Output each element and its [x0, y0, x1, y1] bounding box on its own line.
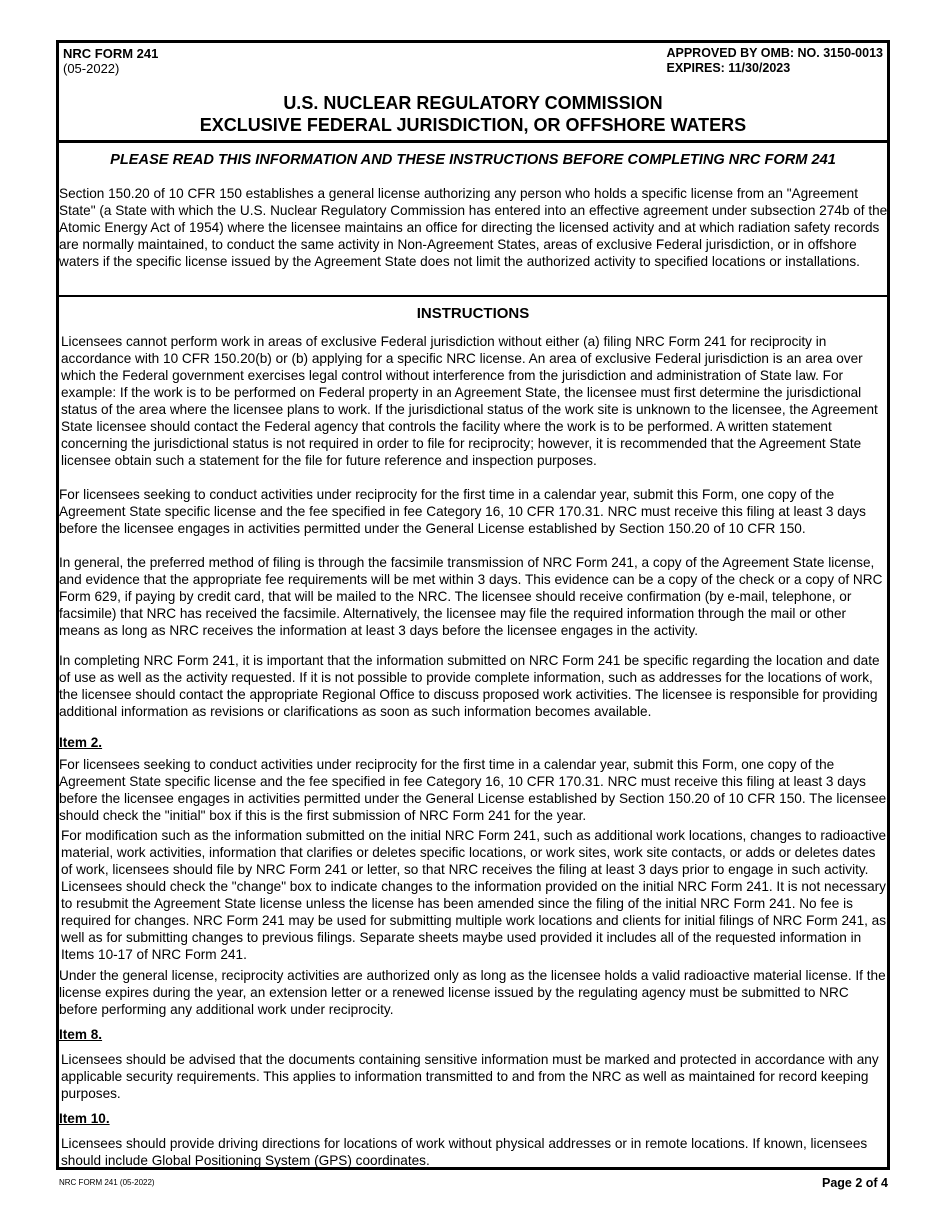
intro-paragraph: Section 150.20 of 10 CFR 150 establishes a general license authorizing any person who holds a specific license from an "Agreement State" (a State with which the U.S. Nuclear Regulatory Commission has entered into an effective agreement under subsection 274b of the Atomic Energy Act of 1954) where the licensee maintains an office for directing the licensed activity and at which radiation safety records are normally maintained, to conduct the same activity in Non-Agreement States, areas of exclusive Federal jurisdiction, or in offshore waters if the specific license issued by the Agreement State does not limit the authorized activity to specified locations or installations. — [59, 186, 888, 269]
omb-approval: APPROVED BY OMB: NO. 3150-0013 — [666, 46, 883, 60]
instructions-paragraph-4: In completing NRC Form 241, it is important that the information submitted on NRC Form 241 be specific regarding the location and date of use as well as the activity requested. If it is not possible to provide complete information, such as addresses for the locations of work, the licensee should contact the appropriate Regional Office to discuss proposed work activities. The licensee is responsible for providing additional information as revisions or clarifications as soon as such information becomes available. — [59, 653, 880, 719]
item-2-paragraph-1: For licensees seeking to conduct activities under reciprocity for the first time in a calendar year, submit this Form, one copy of the Agreement State specific license and the fee specified in fee Category 16, 10 CFR 170.31. NRC must receive this filing at least 3 days before the licensee engages in activities permitted under the General License established by Section 150.20 of 10 CFR 150. The licensee should check the "initial" box if this is the first submission of NRC Form 241 for the year. — [59, 757, 887, 823]
intro-section — [59, 140, 887, 297]
item-2-label: Item 2. — [59, 735, 103, 750]
item-10-label: Item 10. — [59, 1111, 110, 1126]
form-identifier — [63, 46, 158, 76]
instructions-paragraph-3: In general, the preferred method of filing is through the facsimile transmission of NRC Form 241, a copy of the Agreement State license, and evidence that the appropriate fee requirements will be met within 3 days. This evidence can be a copy of the check or a copy of NRC Form 629, if paying by credit card, that will be mailed to the NRC. The licensee should receive confirmation (by e-mail, telephone, or facsimile) that NRC has received the facsimile. Alternatively, the licensee may file the required information through the mail or other means as long as NRC receives the information at least 3 days before the licensee engages in the activity. — [59, 555, 883, 638]
item-8-label: Item 8. — [59, 1027, 103, 1042]
title-line-1: U.S. NUCLEAR REGULATORY COMMISSION — [283, 93, 663, 113]
instructions-title: INSTRUCTIONS — [416, 305, 530, 322]
footer-form-reference: NRC FORM 241 (05-2022) — [59, 1178, 155, 1187]
item-2-paragraph-3: Under the general license, reciprocity activities are authorized only as long as the licensee holds a valid radioactive material license. If the license expires during the year, an extension letter or a renewed license issued by the regulating agency must be submitted to NRC before performing any additional work under reciprocity. — [59, 968, 886, 1017]
page-title — [59, 92, 887, 136]
title-line-2: EXCLUSIVE FEDERAL JURISDICTION, OR OFFSHORE WATERS — [199, 115, 747, 135]
form-frame — [56, 40, 890, 1170]
form-id: NRC FORM 241 — [63, 46, 159, 61]
instructions-paragraph-1: Licensees cannot perform work in areas of exclusive Federal jurisdiction without either (a) filing NRC Form 241 for reciprocity in accordance with 10 CFR 150.20(b) or (b) applying for a specific NRC license. An area of exclusive Federal jurisdiction is an area over which the Federal government exercises legal control without interference from the jurisdiction and administration of State law. For example: If the work is to be performed on Federal property in an Agreement State, the licensee must first determine the jurisdictional status of the area where the licensee plans to work. If the jurisdictional status of the work site is unknown to the licensee, the Agreement State licensee should contact the Federal agency that controls the facility where the work is to be performed. A written statement concerning the jurisdictional status is not required in order to file for reciprocity; however, it is recommended that the Agreement State licensee obtain such a statement for the file for future reference and inspection purposes. — [61, 334, 878, 468]
item-10-paragraph: Licensees should provide driving directions for locations of work without physical addresses or in remote locations. If known, licensees should include Global Positioning System (GPS) coordinates. — [61, 1136, 868, 1168]
expiration-date: EXPIRES: 11/30/2023 — [666, 61, 791, 75]
instructions-paragraph-2: For licensees seeking to conduct activities under reciprocity for the first time in a calendar year, submit this Form, one copy of the Agreement State specific license and the fee specified in fee Category 16, 10 CFR 170.31. NRC must receive this filing at least 3 days before the licensee engages in activities permitted under the General License established by Section 150.20 of 10 CFR 150. — [59, 487, 866, 536]
item-2-paragraph-2: For modification such as the information submitted on the initial NRC Form 241, such as additional work locations, changes to radioactive material, work activities, information that clarifies or deletes specific locations, or work sites, work site contacts, or adds or deletes dates of work, licensees should file by NRC Form 241 or letter, so that NRC receives the filing at least 3 days prior to engage in such activity. Licensees should check the "change" box to indicate changes to the information provided on the initial NRC Form 241. It is not necessary to resubmit the Agreement State license unless the license has been amended since the filing of the initial NRC Form 241. No fee is required for changes. NRC Form 241 may be used for submitting multiple work locations and clients for initial filings of NRC Form 241, as well as for submitting changes to previous filings. Separate sheets maybe used provided it includes all of the requested information in Items 10-17 of NRC Form 241. — [61, 828, 887, 962]
intro-heading: PLEASE READ THIS INFORMATION AND THESE INSTRUCTIONS BEFORE COMPLETING NRC FORM 241 — [110, 152, 836, 168]
page-number: Page 2 of 4 — [822, 1176, 888, 1190]
form-date: (05-2022) — [63, 61, 120, 76]
omb-approval-block — [666, 46, 883, 76]
item-8-paragraph: Licensees should be advised that the documents containing sensitive information must be marked and protected in accordance with any applicable security requirements. This applies to information transmitted to and from the NRC as well as maintained for record keeping purposes. — [61, 1052, 879, 1101]
form-header — [59, 43, 887, 143]
